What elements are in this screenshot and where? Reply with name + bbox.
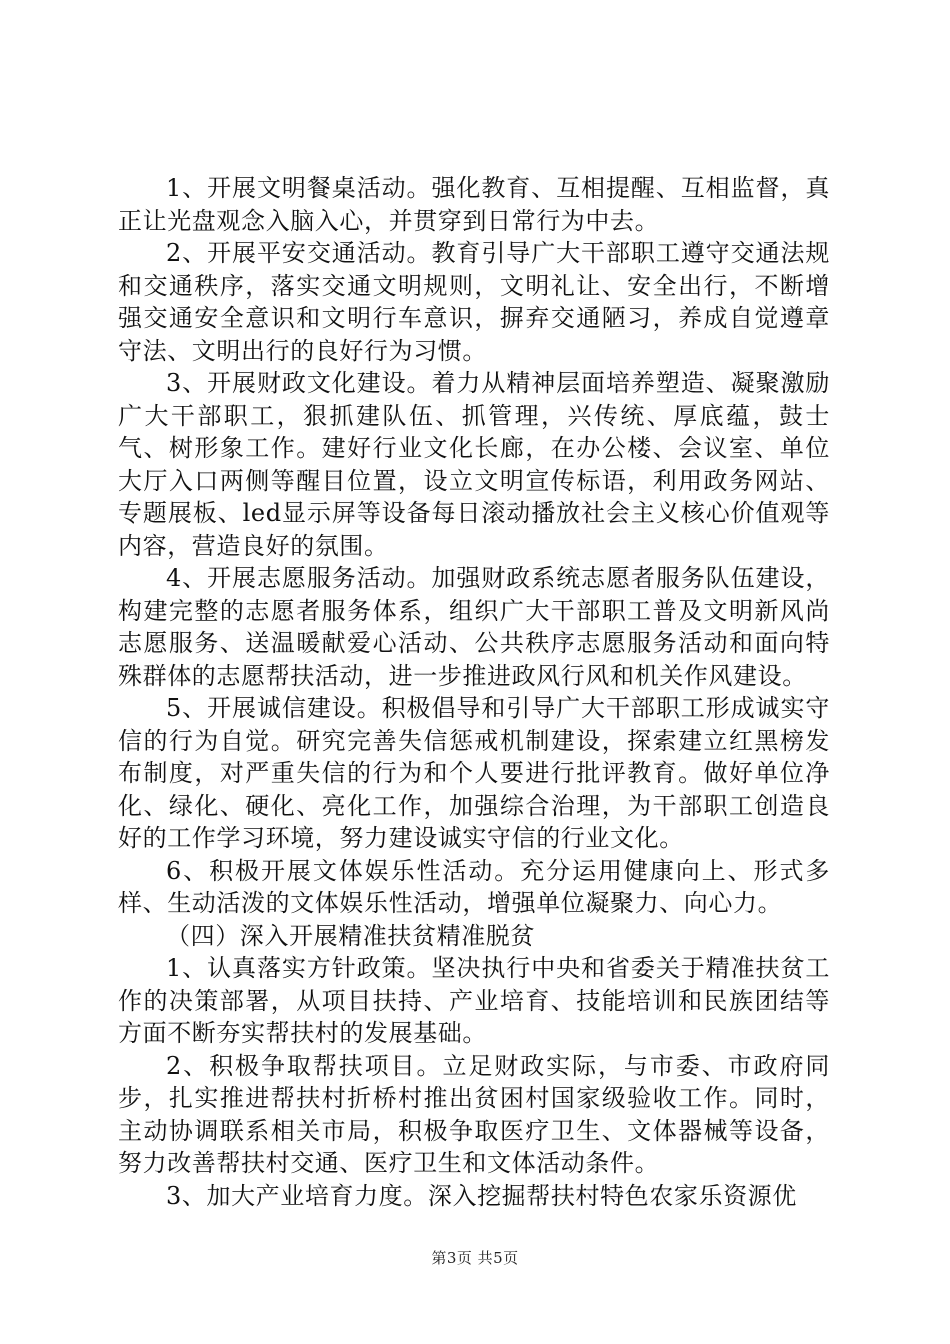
paragraph-7: 1、认真落实方针政策。坚决执行中央和省委关于精准扶贫工作的决策部署，从项目扶持、产业培育、技能培训和民族团结等方面不断夯实帮扶村的发展基础。 (118, 954, 830, 1047)
paragraph-8: 2、积极争取帮扶项目。立足财政实际，与市委、市政府同步，扎实推进帮扶村折桥村推出贫困村国家级验收工作。同时，主动协调联系相关市局，积极争取医疗卫生、文体器械等设备，努力改善帮扶村交通、医疗卫生和文体活动条件。 (118, 1051, 830, 1177)
paragraph-2: 2、开展平安交通活动。教育引导广大干部职工遵守交通法规和交通秩序，落实交通文明规则，文明礼让、安全出行，不断增强交通安全意识和文明行车意识，摒弃交通陋习，养成自觉遵章守法、文明出行的良好行为习惯。 (118, 239, 830, 365)
paragraph-4: 4、开展志愿服务活动。加强财政系统志愿者服务队伍建设，构建完整的志愿者服务体系，组织广大干部职工普及文明新风尚志愿服务、送温暖献爱心活动、公共秩序志愿服务活动和面向特殊群体的志愿帮扶活动，进一步推进政风行风和机关作风建设。 (118, 564, 830, 690)
section-heading: （四）深入开展精准扶贫精准脱贫 (166, 921, 535, 950)
paragraph-9: 3、加大产业培育力度。深入挖掘帮扶村特色农家乐资源优 (166, 1181, 797, 1210)
document-body (118, 172, 830, 1212)
paragraph-6: 6、积极开展文体娱乐性活动。充分运用健康向上、形式多样、生动活泼的文体娱乐性活动，增强单位凝聚力、向心力。 (118, 856, 830, 917)
paragraph-3: 3、开展财政文化建设。着力从精神层面培养塑造、凝聚激励广大干部职工，狠抓建队伍、抓管理，兴传统、厚底蕴，鼓士气、树形象工作。建好行业文化长廊，在办公楼、会议室、单位大厅入口两侧等醒目位置，设立文明宣传标语，利用政务网站、专题展板、led显示屏等设备每日滚动播放社会主义核心价值观等内容，营造良好的氛围。 (118, 369, 830, 560)
paragraph-1: 1、开展文明餐桌活动。强化教育、互相提醒、互相监督，真正让光盘观念入脑入心，并贯穿到日常行为中去。 (118, 174, 830, 235)
page-number-footer: 第3页 共5页 (431, 1249, 519, 1267)
paragraph-5: 5、开展诚信建设。积极倡导和引导广大干部职工形成诚实守信的行为自觉。研究完善失信惩戒机制建设，探索建立红黑榜发布制度，对严重失信的行为和个人要进行批评教育。做好单位净化、绿化、硬化、亮化工作，加强综合治理，为干部职工创造良好的工作学习环境，努力建设诚实守信的行业文化。 (118, 694, 830, 852)
